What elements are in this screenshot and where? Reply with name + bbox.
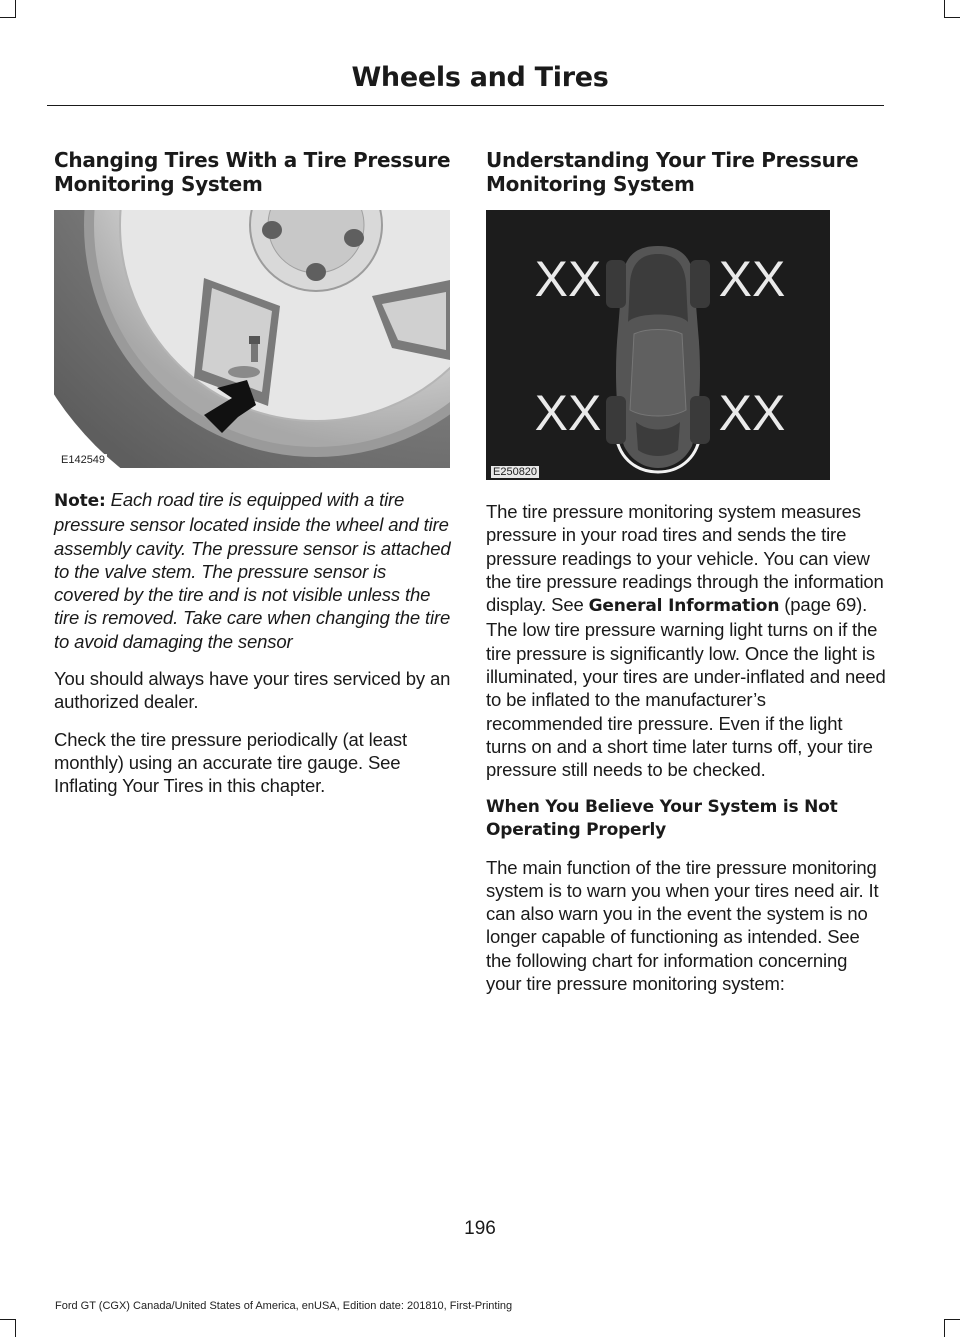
body-paragraph — [486, 500, 886, 782]
crop-mark — [944, 0, 945, 18]
header-rule — [47, 105, 884, 106]
left-column — [54, 148, 452, 812]
crop-mark — [944, 1319, 945, 1337]
figure-id: E250820 — [493, 466, 538, 478]
subheading-not-operating: When You Believe Your System is Not Operating Properly — [486, 796, 838, 840]
page-header-title: Wheels and Tires — [351, 62, 609, 93]
readout-rear-left: XX — [534, 385, 602, 441]
body-paragraph: Check the tire pressure periodically (at least monthly) using an accurate tire gauge. See Inflating Your Tires in this chapter. — [54, 728, 407, 797]
section-heading-understanding-tpms: Understanding Your Tire Pressure Monitoring System — [486, 148, 859, 196]
footer-edition: Ford GT (CGX) Canada/United States of America, enUSA, Edition date: 201810, First-Printing — [55, 1300, 513, 1312]
note-label: Note: — [54, 491, 106, 511]
crop-mark — [15, 1319, 16, 1337]
tpms-display-illustration — [486, 210, 830, 480]
note-paragraph — [54, 488, 452, 653]
cross-reference-link[interactable]: General Information — [588, 596, 780, 617]
crop-mark — [944, 17, 960, 18]
readout-front-right: XX — [718, 251, 786, 307]
crop-mark — [944, 1319, 960, 1320]
body-paragraph: The main function of the tire pressure monitoring system is to warn you when your tires need air. It can also warn you in the event the system is no longer capable of functioning as intended. See the following chart for information concerning your tire pressure monitoring system: — [486, 856, 879, 995]
section-heading-changing-tires: Changing Tires With a Tire Pressure Monitoring System — [54, 148, 451, 196]
figure-tpms-display — [486, 210, 830, 480]
body-text: The tire pressure monitoring system measures pressure in your road tires and sends the tire pressure readings to your vehicle. You can view the tire pressure readings through the information display. See — [486, 501, 884, 616]
note-text: Each road tire is equipped with a tire pressure sensor located inside the wheel and tire assembly cavity. The pressure sensor is attached to the valve stem. The pressure sensor is covered by the tire and is not visible unless the tire is removed. Take care when changing the tire to avoid damaging the sensor — [54, 489, 451, 652]
readout-front-left: XX — [534, 251, 602, 307]
crop-mark — [0, 1319, 16, 1320]
crop-mark — [15, 0, 16, 18]
page-number: 196 — [464, 1218, 496, 1239]
figure-id: E142549 — [61, 454, 106, 466]
body-paragraph: You should always have your tires serviced by an authorized dealer. — [54, 668, 451, 713]
readout-rear-right: XX — [718, 385, 786, 441]
crop-mark — [0, 17, 16, 18]
body-text: (page 69). The low tire pressure warning light turns on if the tire pressure is significantly low. Once the light is illuminated, your tires are under-inflated and need to be inflated to the manufacturer’s recommended tire pressure. Even if the light turns on and a short time later turns off, your tire pressure still needs to be checked. — [486, 594, 886, 781]
wheel-valve-illustration — [54, 210, 450, 468]
right-column — [486, 148, 886, 1009]
figure-valve-stem — [54, 210, 450, 468]
